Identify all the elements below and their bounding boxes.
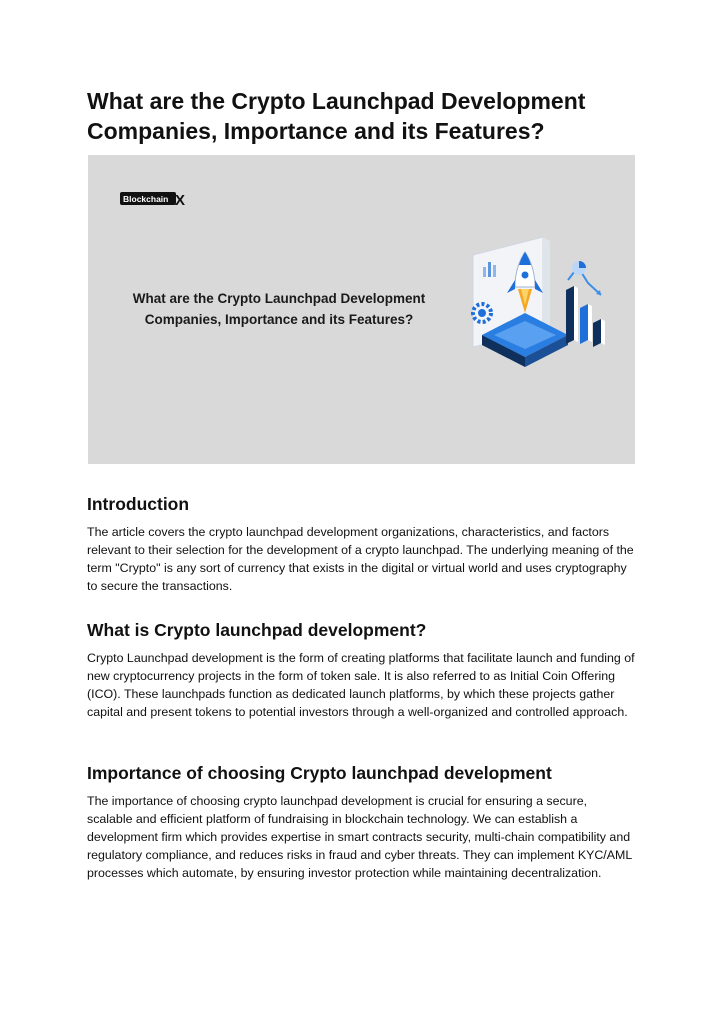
document-title: What are the Crypto Launchpad Development Companies, Importance and its Features?	[87, 88, 586, 144]
launchpad-illustration	[473, 237, 605, 367]
bar-chart-icon	[566, 286, 605, 347]
blockchain-logo	[120, 192, 185, 209]
banner-title: What are the Crypto Launchpad Development Companies, Importance and its Features?	[132, 291, 426, 327]
banner-image	[88, 155, 635, 464]
pie-icon	[572, 261, 586, 275]
logo-mark: X	[175, 192, 186, 209]
section-heading-what-is: What is Crypto launchpad development?	[87, 620, 427, 640]
section-heading-importance: Importance of choosing Crypto launchpad development	[87, 763, 552, 783]
logo-text: Blockchain	[123, 194, 169, 204]
section-body-introduction: The article covers the crypto launchpad development organizations, characteristics, and factors relevant to their selection for the development of a crypto launchpad. The underlying meaning of the term "Crypto" is any sort of currency that exists in the digital or virtual world and uses cryptography to secure the transactions.	[87, 525, 634, 593]
section-body-importance: The importance of choosing crypto launchpad development is crucial for ensuring a secure, scalable and efficient platform of fundraising in blockchain technology. We can establish a development firm which provides expertise in smart contracts security, multi-chain compatibility and regulatory compliance, and reduces risks in fraud and cyber threats. They can implement KYC/AML processes which automate, by ensuring investor protection while maintaining decentralization.	[87, 794, 632, 880]
section-heading-introduction: Introduction	[87, 494, 190, 514]
section-body-what-is: Crypto Launchpad development is the form of creating platforms that facilitate launch and funding of new cryptocurrency projects in the form of token sale. It is also referred to as Initial Coin Offering (ICO). These launchpads function as dedicated launch platforms, by which these projects gather capital and present tokens to potential investors through a well-organized and controlled approach.	[87, 651, 635, 719]
